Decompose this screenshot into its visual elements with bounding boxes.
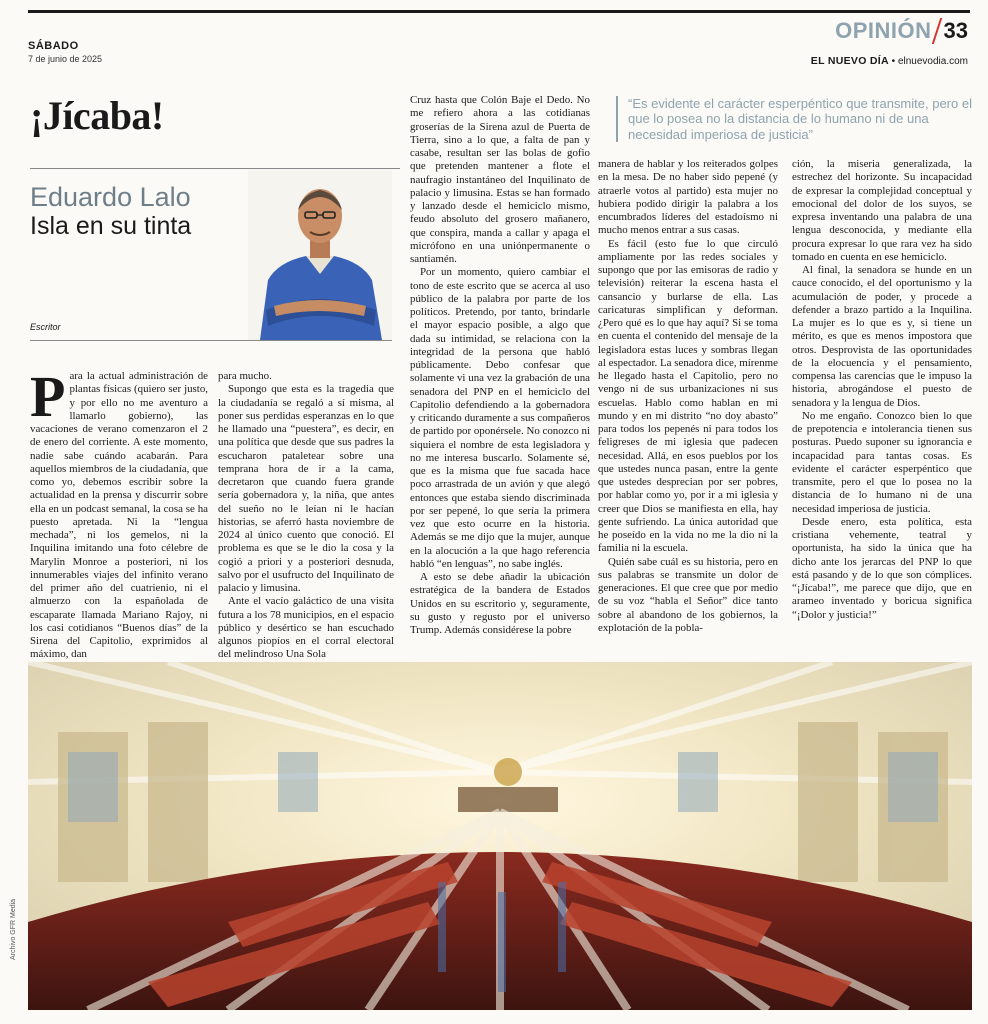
issue-day: SÁBADO — [28, 40, 79, 52]
paper-site: elnuevodia.com — [897, 56, 968, 67]
headline-rule — [30, 168, 400, 169]
photo-credit: Archivo GFR Media — [10, 898, 17, 960]
article-column-3 — [410, 94, 590, 637]
page-number: 33 — [943, 18, 968, 43]
paragraph: Ante el vacío galáctico de una visita futura a los 78 municipios, en el espacio público y desértico se han escuchado algunos piopíos en el corral electoral del melindroso Una Sola — [218, 595, 394, 661]
paper-masthead — [811, 55, 968, 67]
author-portrait — [248, 170, 392, 340]
author-role: Escritor — [30, 322, 61, 332]
top-rule — [28, 10, 970, 13]
issue-date: 7 de junio de 2025 — [28, 54, 103, 64]
byline-rule — [30, 340, 392, 341]
section-slash — [931, 18, 941, 44]
article-column-5 — [792, 158, 972, 622]
pull-quote-bar — [616, 96, 618, 142]
author-name: Eduardo Lalo — [30, 182, 191, 212]
paragraph: Supongo que esta es la tragedia que la ciudadanía se regaló a sí misma, al poner sus perdidas esperanzas en lo que he llamado una “puestera”, es decir, en una política que desde que sus padres la escucharon pataletear sobre una temprana hora de ir a la cama, decretaron que cuando fuera grande sería gobernadora y, la niña, que antes del sueño no le leían ni le hacían historias, se aferró hasta noviembre de 2024 al único cuento que conoció. El problema es que se le dio la cosa y la cogió a priori y a posteriori desnuda, salvo por el usufructo del Inquilinato de palacio y limusina. — [218, 383, 394, 594]
article-column-1 — [30, 364, 208, 662]
paragraph: para mucho. — [218, 370, 272, 382]
section-name: OPINIÓN — [835, 18, 932, 43]
paragraph: manera de hablar y los reiterados golpes en la mesa. De no haber sido pepené (y atraerle votos al partido) esta mujer no hubiera podido dirigir la palabra a los encumbrados líderes del estadoísmo ni mucho menos entrar a sus casas. — [598, 158, 778, 237]
paragraph: A esto se debe añadir la ubicación estratégica de la bandera de Estados Unidos en su escritorio y, seguramente, su gusto y regusto por el universo Trump. Además considérese la pobre — [410, 571, 590, 636]
paragraph: Es fácil (esto fue lo que circuló ampliamente por las redes sociales y supongo que por las emisoras de radio y televisión) reiterar la escena hasta el cansancio y burlarse de ella. Las caricaturas simplifican y deforman. ¿Pero qué es lo que hay aquí? Si se toma en cuenta el contenido del mensaje de la legisladora estas luces y sombras llegan al espectador. La senadora dice, mírenme he llegado hasta el Capitolio, pero no vengo ni de sus urbanizaciones ni sus escuelas. Hablo como hablan en mi mundo y en mi distrito “no doy abasto” para todos los pepenés ni para todos los feligreses de mi iglesia que padecen necesidad. Allá, en esos pueblos por los que ustedes nunca pasan, entre la gente que ustedes desprecian por ser pobres, por hablar como yo, por ir a mi iglesia y creer que Dios se manifiesta en ella, hay gente sufriendo. La única autoridad que he poseído en la vida no me la dio ni la familia ni la escuela. — [598, 237, 778, 555]
paper-name: EL NUEVO DÍA — [810, 55, 889, 67]
column-name: Isla en su tinta — [30, 212, 192, 240]
paragraph: Quién sabe cuál es su historia, pero en sus palabras se transmite un dolor de generaciones. El que cree que por medio de su voz “habla el Señor” dice tanto sobre al abandono de los gobiernos, la explotación de la pobla- — [598, 555, 778, 634]
paragraph: Desde enero, esta política, esta cristiana vehemente, teatral y oportunista, ha sido la única que ha dicho ante los jerarcas del PNP lo que está pasando y de lo que son cómplices. “¡Jícaba!”, me parece que dijo, que en arameo inventado y boricua significa “¡Dolor y justicia!” — [792, 515, 972, 621]
chamber-illustration — [28, 662, 972, 1010]
pull-quote: “Es evidente el carácter esperpéntico que transmite, pero el que lo posea no la distancia de lo humano ni de una necesidad imperiosa de justicia” — [628, 96, 972, 142]
paragraph: ción, la miseria generalizada, la estrechez del horizonte. Su incapacidad de expresar la complejidad conceptual y emocional del dolor de los suyos, se expresa inventando una palabra de una lengua desconocida, y mediante ella procura expresar lo que rara vez ha sido tomado en cuenta en ese hemiciclo. — [792, 158, 972, 263]
paragraph: Al final, la senadora se hunde en un cauce conocido, el del oportunismo y la acumulación de poder, y procede a defender a brazo partido a la Inquilina. La mujer es lo que es y, si tiene un mérito, es que es menos impostora que otros. Desprovista de las oportunidades de la elocuencia y el pensamiento, compensa las carencias que le impuso la historia, abrogándose el puesto de senadora y la lengua de Dios. — [792, 264, 972, 409]
paragraph: No me engaño. Conozco bien lo que de prepotencia e intolerancia tienen sus posturas. Puedo suponer su ignorancia e incapacidad para tantas cosas. Es evidente el carácter esperpéntico que transmite, pero el que lo posea no la distancia de lo humano ni de una necesidad imperiosa de justicia. — [792, 409, 972, 515]
paragraph: Para la actual administración de plantas físicas (quiero ser justo, y por ello no me aventuro a llamarlo gobierno), las vacaciones de verano comenzaron el 2 de enero del corriente. A este momento, nadie sabe cuándo acabarán. Para aquellos miembros de la ciudadanía, que como yo, debemos escribir sobre la actualidad en la prensa y discurrir sobre ella en un podcast semanal, la cosa se ha puesto apretada. Ni la “lengua mechada”, ni los gemelos, ni la Inquilina imitando una foto célebre de Marylin Monroe a posteriori, ni los innumerables viajes del infinito verano del primer año del cuatrienio, ni el almuerzo con la españolada de escaparate llamada Mariano Rajoy, ni los casi cotidianos “Buenos días” de la Sirena del Capitolio, exprimidos al máximo, dan — [30, 364, 208, 661]
article-column-4 — [598, 158, 778, 635]
paragraph: Cruz hasta que Colón Baje el Dedo. No me refiero ahora a las cotidianas groserías de la Sirena azul de Puerta de Tierra, sino a lo que, a falta de pan y casabe, resultan ser las bolas de gofio que pretenden mantener a flote el naufragio instantáneo del Inquilinato de palacio y limusina. Estas se han formado y lanzado desde el hemiciclo mismo, feudo absoluto del grosero mañanero, que conspira, manda a callar y apaga el micrófono en una uniónpermanente o santiamén. — [410, 94, 590, 265]
section-header — [835, 18, 968, 44]
article-column-2 — [218, 370, 394, 662]
drop-cap: P — [30, 364, 66, 429]
bullet-separator: • — [891, 56, 898, 67]
senate-chamber-photo — [28, 662, 972, 1010]
headline: ¡Jícaba! — [30, 93, 164, 138]
paragraph: Por un momento, quiero cambiar el tono de este escrito que se acerca al uso público de la palabra por parte de los políticos. Pretendo, por tanto, brindarle el mayor espacio posible, a algo que dada su intimidad, se relaciona con la integridad de la persona que habló públicamente. Debo confesar que solamente vi una vez la grabación de una senadora del PNP en el hemiciclo del Capitolio defendiendo a la gobernadora y criticando duramente a sus compañeros de partido por oponérsele. No conozco ni siquiera el nombre de esta legisladora y no me interesa buscarlo. Solamente sé, que es la misma que fue sacada hace poco arrastrada de un avión y que alegó entonces que estaba siendo discriminada por ser pepené, lo que sería la primera vez que esto ocurre en la historia. Además se me dijo que la mujer, aunque en la alocución a la que hago referencia habló “en lenguas”, no sabe inglés. — [410, 266, 590, 570]
